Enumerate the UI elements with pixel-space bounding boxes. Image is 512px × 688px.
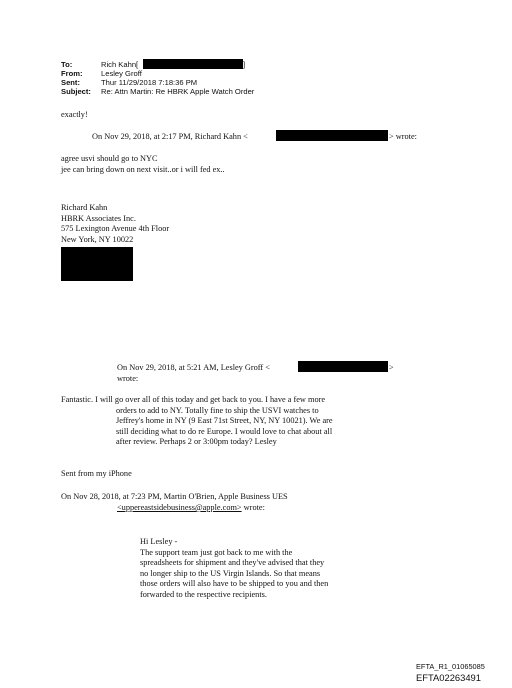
quote3-line: spreadsheets for shipment and they've advised that they bbox=[140, 558, 325, 568]
redaction-signature bbox=[61, 247, 133, 281]
quote3-line: forwarded to the respective recipients. bbox=[140, 589, 267, 599]
quote3-line: those orders will also have to be shipped to you and then bbox=[140, 579, 329, 589]
quote3-line: Hi Lesley - bbox=[140, 537, 178, 546]
signature-company: HBRK Associates Inc. bbox=[61, 213, 136, 223]
quote1-intro: On Nov 29, 2018, at 2:17 PM, Richard Kahn < bbox=[92, 132, 248, 141]
from-label: From: bbox=[61, 69, 83, 78]
quote2-line: orders to add to NY. Totally fine to ship the USVI watches to bbox=[116, 405, 319, 415]
sent-value: Thur 11/29/2018 7:18:36 PM bbox=[101, 78, 198, 87]
redaction-email-1 bbox=[276, 130, 388, 141]
sent-label: Sent: bbox=[61, 78, 80, 87]
redaction-email-2 bbox=[298, 361, 388, 372]
quote3-email-link[interactable]: <uppereastsidebusiness@apple.com> bbox=[117, 503, 242, 512]
to-label: To: bbox=[61, 60, 73, 69]
signature-block bbox=[61, 203, 169, 245]
quote2-line: still deciding what to do re Europe. I would love to chat about all bbox=[116, 426, 333, 436]
redaction-to-address bbox=[143, 59, 246, 69]
footer-id-2: EFTA02263491 bbox=[416, 672, 481, 683]
quote1-line: jee can bring down on next visit..or i will fed ex.. bbox=[61, 164, 225, 174]
quote1-line: agree usvi should go to NYC bbox=[61, 154, 158, 163]
quote3-body bbox=[140, 537, 328, 601]
footer-id-1: EFTA_R1_01065085 bbox=[416, 662, 485, 671]
quote2-wrote: wrote: bbox=[117, 374, 139, 383]
quote2-body bbox=[61, 395, 333, 448]
reply-text: exactly! bbox=[61, 110, 88, 119]
subject-label: Subject: bbox=[61, 87, 91, 96]
sent-from-iphone: Sent from my iPhone bbox=[61, 469, 132, 478]
quote1-body bbox=[61, 154, 225, 175]
from-value: Lesley Groff bbox=[101, 69, 142, 78]
subject-value: Re: Attn Martin: Re HBRK Apple Watch Order bbox=[101, 87, 255, 96]
quote3-intro: On Nov 28, 2018, at 7:23 PM, Martin O'Brien, Apple Business UES bbox=[61, 492, 288, 501]
quote2-intro: On Nov 29, 2018, at 5:21 AM, Lesley Groff < bbox=[117, 363, 270, 372]
quote2-intro-end: > bbox=[389, 363, 394, 372]
quote3-line: The support team just got back to me with the bbox=[140, 547, 293, 557]
signature-name: Richard Kahn bbox=[61, 203, 108, 212]
quote2-line: Jeffrey's home in NY (9 East 71st Street, NY, NY 10021). We are bbox=[116, 416, 333, 426]
quote3-email-line bbox=[117, 503, 265, 513]
to-close-bracket: ] bbox=[243, 60, 246, 69]
to-value: Rich Kahn[ bbox=[101, 60, 139, 69]
signature-city: New York, NY 10022 bbox=[61, 234, 134, 244]
quote2-line: after review. Perhaps 2 or 3:00pm today? Lesley bbox=[116, 437, 277, 447]
quote3-line: no longer ship to the US Virgin Islands. So that means bbox=[140, 568, 321, 578]
quote2-line: Fantastic. I will go over all of this today and get back to you. I have a few more bbox=[61, 395, 326, 404]
signature-address: 575 Lexington Avenue 4th Floor bbox=[61, 224, 170, 234]
quote3-wrote: wrote: bbox=[241, 503, 265, 512]
quote1-intro-end: > wrote: bbox=[389, 132, 417, 141]
